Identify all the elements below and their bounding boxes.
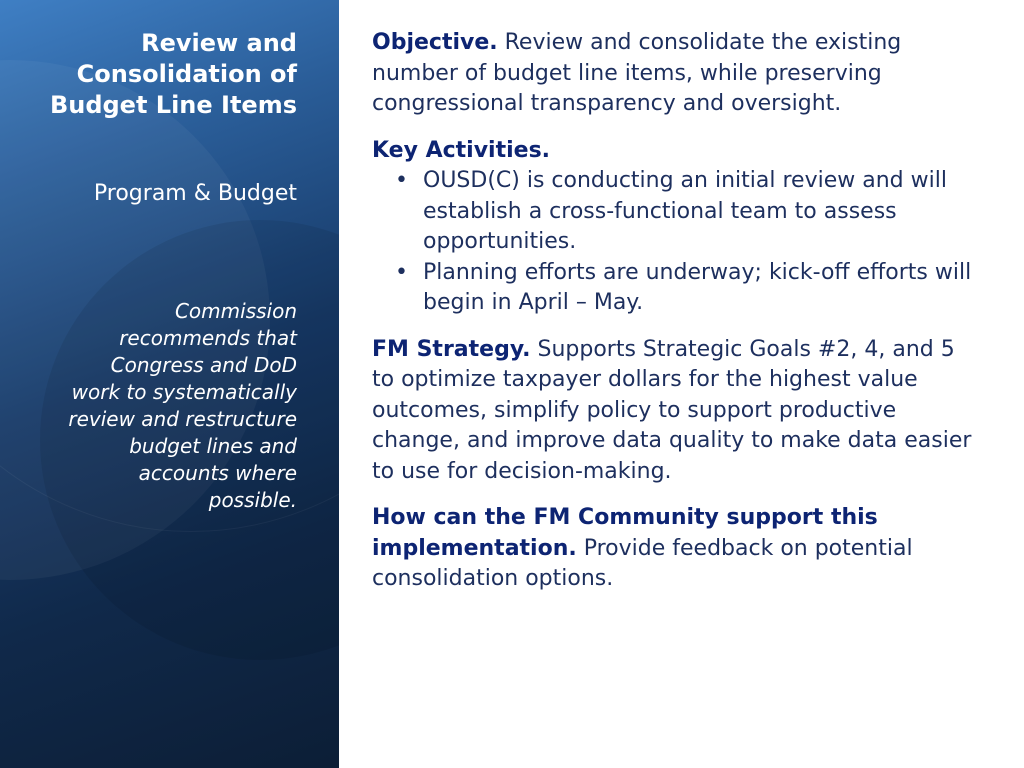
- commission-note-line: review and restructure: [68, 407, 297, 431]
- commission-note-line: work to systematically: [71, 380, 297, 404]
- commission-note-line: Congress and DoD: [110, 353, 297, 377]
- key-activities-heading: Key Activities.: [372, 137, 551, 163]
- slide-subtitle: Program & Budget: [93, 181, 297, 206]
- support-paragraph: [372, 503, 982, 595]
- bullet-icon: •: [395, 259, 408, 285]
- list-item-text: Planning efforts are underway; kick-off efforts will begin in April – May.: [423, 259, 972, 315]
- fm-strategy-text: Supports Strategic Goals #2, 4, and 5 to optimize taxpayer dollars for the highest value outcomes, simplify policy to support productive change, and improve data quality to make data easier to use for decision-making.: [372, 336, 972, 484]
- key-activities-section: [372, 136, 982, 319]
- commission-note-line: budget lines and: [129, 434, 297, 458]
- commission-note-line: recommends that: [119, 326, 297, 350]
- objective-paragraph: [372, 28, 982, 120]
- main-content: [372, 28, 982, 611]
- bullet-icon: •: [395, 168, 408, 193]
- commission-note-line: Commission: [174, 299, 297, 323]
- commission-note-line: possible.: [208, 488, 297, 512]
- commission-note: [7, 298, 297, 514]
- objective-heading: Objective.: [372, 30, 498, 55]
- commission-note-line: accounts where: [138, 461, 297, 485]
- list-item-text: OUSD(C) is conducting an initial review and will establish a cross-functional team to assess opportunities.: [423, 168, 947, 254]
- slide-title-line: Consolidation of: [76, 60, 297, 88]
- slide-title-line: Budget Line Items: [49, 91, 297, 119]
- slide-title: [7, 28, 297, 121]
- support-heading: How can the FM Community support this implementation.: [372, 505, 878, 561]
- slide-title-line: Review and: [141, 29, 297, 57]
- fm-strategy-paragraph: [372, 335, 982, 488]
- list-item: [372, 166, 982, 258]
- key-activities-list: [372, 166, 982, 319]
- objective-text: Review and consolidate the existing number of budget line items, while preserving congressional transparency and oversight.: [372, 30, 902, 116]
- support-text: Provide feedback on potential consolidation options.: [372, 535, 913, 591]
- fm-strategy-heading: FM Strategy.: [372, 336, 531, 362]
- list-item: [372, 258, 982, 319]
- sidebar-panel: [0, 0, 339, 768]
